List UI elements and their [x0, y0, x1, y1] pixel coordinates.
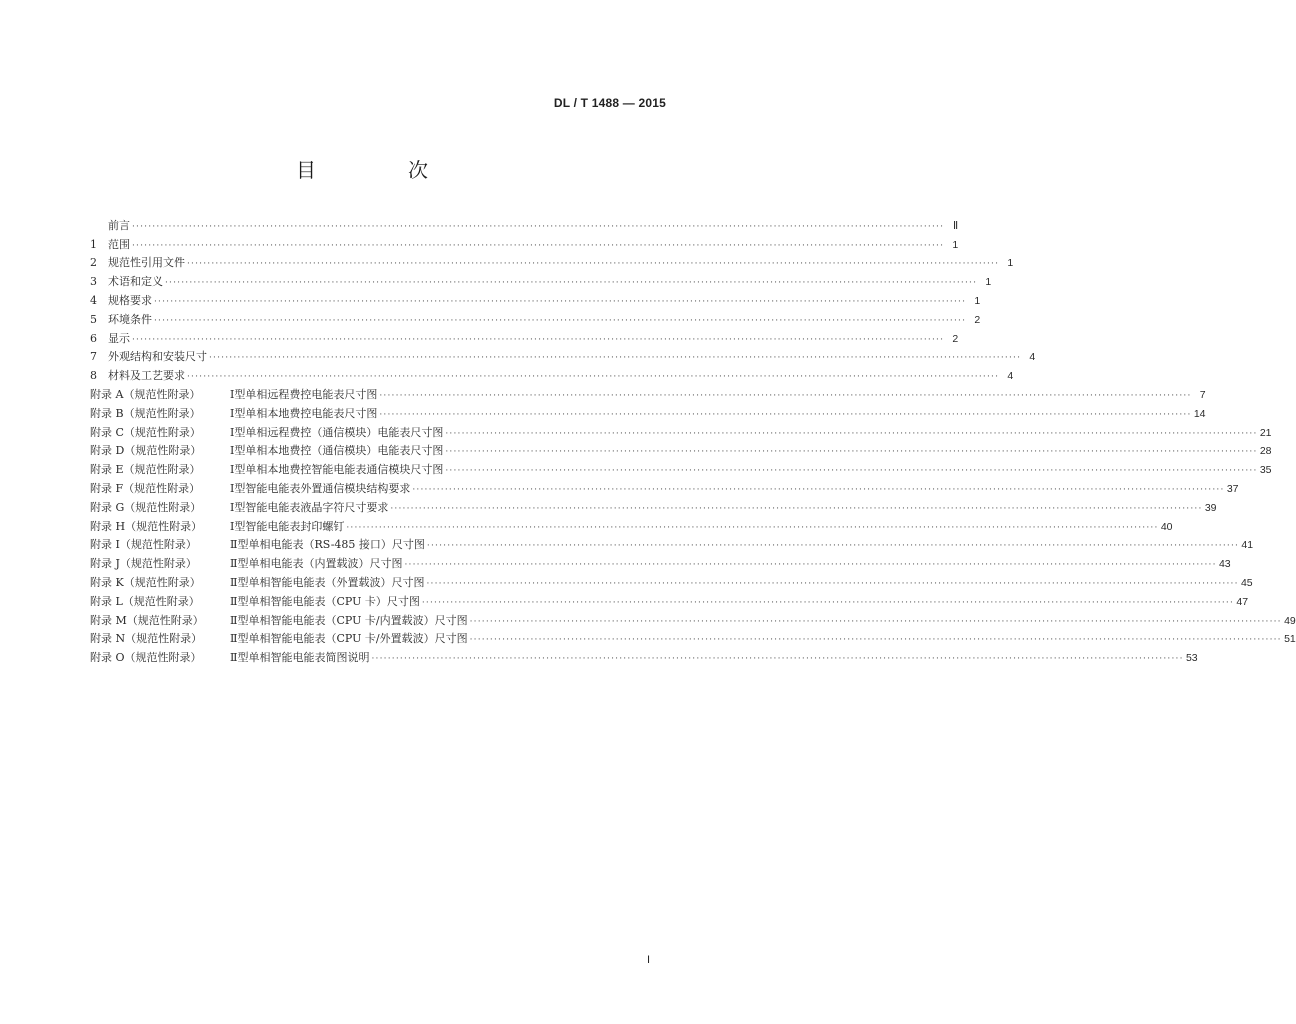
dot-leader: ········································································································································································································ [379, 390, 1192, 401]
appendix-title: Ⅰ型单相本地费控电能表尺寸图 [230, 406, 378, 420]
appendix-title: Ⅱ型单相智能电能表（CPU 卡/外置载波）尺寸图 [230, 632, 468, 646]
appendix-label: 附录 F（规范性附录） [90, 481, 201, 495]
page-title: 目 次 [296, 158, 464, 182]
toc-appendix-h[interactable] [90, 515, 1173, 534]
toc-entry-text: 显示 [108, 331, 130, 345]
toc-entry-number: 7 [90, 350, 97, 364]
toc-entry-text: 规范性引用文件 [108, 256, 185, 270]
appendix-page: 51 [1284, 633, 1296, 646]
dot-leader: ········································································································································································································ [132, 334, 945, 345]
appendix-label: 附录 G（规范性附录） [90, 500, 202, 514]
appendix-title: Ⅱ型单相电能表（内置载波）尺寸图 [230, 557, 403, 571]
toc-entry-number: 5 [90, 312, 97, 326]
appendix-page: 7 [1199, 388, 1206, 401]
toc-entry-3[interactable] [90, 270, 992, 289]
toc-appendix-c[interactable] [90, 421, 1272, 440]
dot-leader: ········································································································································································································ [154, 315, 967, 326]
toc-entry-page: Ⅱ [953, 219, 959, 232]
appendix-label: 附录 C（规范性附录） [90, 425, 201, 439]
toc-appendix-n[interactable] [90, 628, 1296, 647]
toc-entry-page: 1 [1007, 257, 1014, 270]
toc-entry-page: 4 [1007, 370, 1014, 383]
toc-entry-5[interactable] [90, 308, 981, 327]
toc-entry-page: 2 [952, 332, 959, 345]
toc-appendix-k[interactable] [90, 571, 1253, 590]
toc-entry-page: 1 [974, 294, 981, 307]
dot-leader: ········································································································································································································ [445, 447, 1258, 458]
appendix-page: 14 [1193, 407, 1206, 420]
appendix-page: 45 [1240, 576, 1253, 589]
appendix-title: Ⅰ型单相远程费控（通信模块）电能表尺寸图 [230, 425, 444, 439]
appendix-page: 37 [1226, 482, 1239, 495]
dot-leader: ········································································································································································································ [187, 372, 1000, 383]
appendix-title: Ⅱ型单相智能电能表（外置载波）尺寸图 [230, 575, 425, 589]
toc-entry-text: 规格要求 [108, 293, 152, 307]
toc-entry-page: 2 [974, 313, 981, 326]
appendix-title: Ⅱ型单相智能电能表（CPU 卡）尺寸图 [230, 594, 420, 608]
dot-leader: ········································································································································································································ [346, 522, 1159, 533]
toc-appendix-g[interactable] [90, 496, 1217, 515]
appendix-title: Ⅰ型智能电能表外置通信模块结构要求 [230, 481, 411, 495]
toc-entry-1[interactable] [90, 233, 959, 252]
appendix-title: Ⅱ型单相智能电能表简图说明 [230, 651, 370, 665]
dot-leader: ········································································································································································································ [469, 616, 1282, 627]
toc-appendix-e[interactable] [90, 458, 1272, 477]
appendix-title: Ⅰ型单相本地费控（通信模块）电能表尺寸图 [230, 444, 444, 458]
appendix-title: Ⅰ型智能电能表液晶字符尺寸要求 [230, 500, 389, 514]
toc-entry-text: 前言 [108, 218, 130, 232]
toc-entry-6[interactable] [90, 327, 959, 346]
appendix-title: Ⅱ型单相电能表（RS-485 接口）尺寸图 [230, 538, 425, 552]
appendix-page: 28 [1259, 445, 1272, 458]
dot-leader: ········································································································································································································ [187, 259, 1000, 270]
appendix-label: 附录 H（规范性附录） [90, 519, 203, 533]
appendix-label: 附录 L（规范性附录） [90, 594, 200, 608]
appendix-title: Ⅱ型单相智能电能表（CPU 卡/内置载波）尺寸图 [230, 613, 468, 627]
toc-appendix-o[interactable] [90, 646, 1198, 665]
appendix-page: 21 [1259, 426, 1272, 439]
toc-entry-number: 8 [90, 369, 97, 383]
toc-appendix-i[interactable] [90, 534, 1254, 553]
appendix-page: 40 [1160, 520, 1173, 533]
dot-leader: ········································································································································································································ [421, 597, 1235, 608]
dot-leader: ········································································································································································································ [132, 221, 945, 232]
dot-leader: ········································································································································································································ [165, 278, 978, 289]
appendix-page: 47 [1236, 595, 1249, 608]
dot-leader: ········································································································································································································ [426, 541, 1240, 552]
appendix-page: 41 [1241, 539, 1254, 552]
appendix-label: 附录 J（规范性附录） [90, 557, 197, 571]
appendix-page: 35 [1259, 464, 1272, 477]
toc-appendix-f[interactable] [90, 477, 1239, 496]
appendix-title: Ⅰ型单相本地费控智能电能表通信模块尺寸图 [230, 463, 444, 477]
appendix-label: 附录 E（规范性附录） [90, 463, 201, 477]
dot-leader: ········································································································································································································ [132, 240, 945, 251]
appendix-label: 附录 A（规范性附录） [90, 387, 201, 401]
dot-leader: ········································································································································································································ [412, 484, 1225, 495]
toc-entry-page: 1 [985, 276, 992, 289]
appendix-label: 附录 M（规范性附录） [90, 613, 204, 627]
appendix-label: 附录 I（规范性附录） [90, 538, 197, 552]
toc-entry-4[interactable] [90, 289, 981, 308]
toc-entry-text: 外观结构和安装尺寸 [108, 350, 207, 364]
appendix-label: 附录 K（规范性附录） [90, 575, 201, 589]
appendix-label: 附录 B（规范性附录） [90, 406, 201, 420]
toc-entry-2[interactable] [90, 252, 1014, 271]
toc-entry-8[interactable] [90, 364, 1014, 383]
dot-leader: ········································································································································································································ [390, 503, 1203, 514]
appendix-title: Ⅰ型单相远程费控电能表尺寸图 [230, 387, 378, 401]
dot-leader: ········································································································································································································ [154, 296, 967, 307]
toc-entry-preface[interactable] [90, 214, 959, 233]
dot-leader: ········································································································································································································ [371, 654, 1184, 665]
appendix-page: 39 [1204, 501, 1217, 514]
dot-leader: ········································································································································································································ [404, 560, 1217, 571]
toc-entry-text: 术语和定义 [108, 275, 163, 289]
toc-entry-page: 4 [1029, 351, 1036, 364]
toc-entry-page: 1 [952, 238, 959, 251]
document-code: DL / T 1488 — 2015 [553, 96, 666, 110]
toc-appendix-l[interactable] [90, 590, 1249, 609]
dot-leader: ········································································································································································································ [426, 578, 1239, 589]
appendix-title: Ⅰ型智能电能表封印螺钉 [230, 519, 345, 533]
appendix-page: 49 [1284, 614, 1296, 627]
toc-entry-7[interactable] [90, 346, 1036, 365]
dot-leader: ········································································································································································································ [445, 428, 1258, 439]
dot-leader: ········································································································································································································ [445, 466, 1258, 477]
toc-entry-text: 范围 [108, 237, 130, 251]
toc-entry-text: 环境条件 [108, 312, 152, 326]
toc-appendix-a[interactable] [90, 383, 1206, 402]
toc-appendix-j[interactable] [90, 552, 1231, 571]
toc-appendix-b[interactable] [90, 402, 1206, 421]
table-of-contents [90, 214, 1296, 665]
toc-entry-text: 材料及工艺要求 [108, 369, 185, 383]
page-number: I [646, 954, 650, 966]
appendix-label: 附录 N（规范性附录） [90, 632, 203, 646]
toc-entry-number: 2 [90, 256, 97, 270]
appendix-label: 附录 D（规范性附录） [90, 444, 202, 458]
toc-appendix-m[interactable] [90, 609, 1296, 628]
toc-entry-number: 3 [90, 275, 97, 289]
toc-entry-number: 6 [90, 331, 97, 345]
dot-leader: ········································································································································································································ [209, 353, 1022, 364]
appendix-label: 附录 O（规范性附录） [90, 651, 202, 665]
toc-entry-number: 1 [90, 237, 97, 251]
dot-leader: ········································································································································································································ [379, 409, 1192, 420]
toc-entry-number: 4 [90, 293, 97, 307]
dot-leader: ········································································································································································································ [469, 635, 1282, 646]
toc-appendix-d[interactable] [90, 440, 1272, 459]
appendix-page: 43 [1218, 558, 1231, 571]
appendix-page: 53 [1185, 652, 1198, 665]
